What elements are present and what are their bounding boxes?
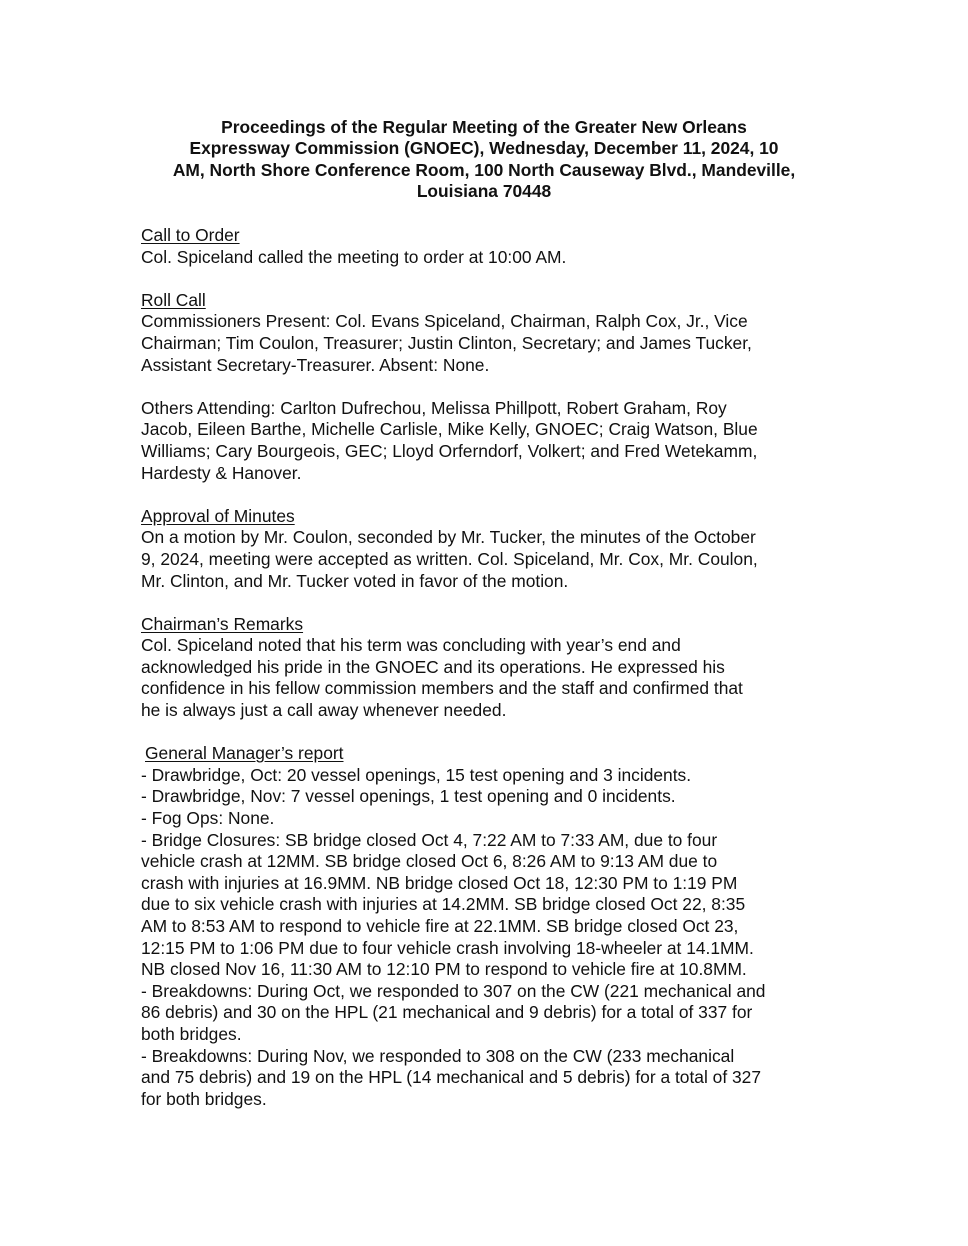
- section-heading: Chairman’s Remarks: [141, 613, 304, 634]
- report-line: - Drawbridge, Nov: 7 vessel openings, 1 test opening and 0 incidents.: [141, 786, 676, 807]
- title-line: Expressway Commission (GNOEC), Wednesday, December 11, 2024, 10: [189, 138, 779, 159]
- paragraph-line: Col. Spiceland noted that his term was concluding with year’s end and: [141, 635, 681, 656]
- section-heading: Approval of Minutes: [141, 505, 295, 526]
- paragraph-line: he is always just a call away whenever needed.: [141, 700, 507, 721]
- paragraph-line: acknowledged his pride in the GNOEC and its operations. He expressed his: [141, 656, 725, 677]
- paragraph-line: Commissioners Present: Col. Evans Spiceland, Chairman, Ralph Cox, Jr., Vice: [141, 311, 748, 332]
- paragraph-line: Hardesty & Hanover.: [141, 462, 302, 483]
- report-line: 86 debris) and 30 on the HPL (21 mechanical and 9 debris) for a total of 337 for: [141, 1002, 753, 1023]
- paragraph-line: Jacob, Eileen Barthe, Michelle Carlisle, Mike Kelly, GNOEC; Craig Watson, Blue: [141, 419, 758, 440]
- paragraph-line: confidence in his fellow commission members and the staff and confirmed that: [141, 678, 743, 699]
- report-line: - Bridge Closures: SB bridge closed Oct 4, 7:22 AM to 7:33 AM, due to four: [141, 829, 718, 850]
- paragraph-line: Assistant Secretary-Treasurer. Absent: None.: [141, 354, 490, 375]
- document-body: [141, 225, 841, 1110]
- report-line: NB closed Nov 16, 11:30 AM to 12:10 PM to respond to vehicle fire at 10.8MM.: [141, 959, 747, 980]
- paragraph-line: Col. Spiceland called the meeting to order at 10:00 AM.: [141, 246, 567, 267]
- report-line: both bridges.: [141, 1023, 242, 1044]
- report-line: - Breakdowns: During Nov, we responded to 308 on the CW (233 mechanical: [141, 1045, 735, 1066]
- report-line: and 75 debris) and 19 on the HPL (14 mechanical and 5 debris) for a total of 327: [141, 1067, 762, 1088]
- report-line: - Fog Ops: None.: [141, 808, 275, 829]
- paragraph-line: 9, 2024, meeting were accepted as written. Col. Spiceland, Mr. Cox, Mr. Coulon,: [141, 548, 758, 569]
- section-approval-of-minutes: [141, 506, 841, 592]
- report-line: 12:15 PM to 1:06 PM due to four vehicle crash involving 18-wheeler at 14.1MM.: [141, 937, 754, 958]
- section-call-to-order: [141, 225, 841, 268]
- section-heading: Call to Order: [141, 225, 240, 245]
- section-roll-call: [141, 290, 841, 484]
- paragraph-line: Others Attending: Carlton Dufrechou, Melissa Phillpott, Robert Graham, Roy: [141, 397, 727, 418]
- report-line: crash with injuries at 16.9MM. NB bridge closed Oct 18, 12:30 PM to 1:19 PM: [141, 872, 738, 893]
- report-line: for both bridges.: [141, 1088, 267, 1109]
- section-heading: General Manager’s report: [145, 743, 344, 764]
- title-line: AM, North Shore Conference Room, 100 North Causeway Blvd., Mandeville,: [172, 159, 796, 180]
- report-line: - Drawbridge, Oct: 20 vessel openings, 15 test opening and 3 incidents.: [141, 764, 692, 785]
- title-line: Proceedings of the Regular Meeting of the Greater New Orleans: [221, 117, 747, 137]
- section-heading: Roll Call: [141, 289, 206, 310]
- paragraph-line: Mr. Clinton, and Mr. Tucker voted in favor of the motion.: [141, 570, 569, 591]
- report-line: AM to 8:53 AM to respond to vehicle fire at 22.1MM. SB bridge closed Oct 23,: [141, 916, 739, 936]
- paragraph-line: On a motion by Mr. Coulon, seconded by Mr. Tucker, the minutes of the October: [141, 527, 756, 548]
- report-line: due to six vehicle crash with injuries at 14.2MM. SB bridge closed Oct 22, 8:35: [141, 894, 746, 915]
- section-general-managers-report: [141, 743, 841, 1110]
- report-line: - Breakdowns: During Oct, we responded to 307 on the CW (221 mechanical and: [141, 980, 766, 1001]
- document-title: [130, 117, 838, 203]
- title-line: Louisiana 70448: [416, 181, 552, 202]
- paragraph-line: Chairman; Tim Coulon, Treasurer; Justin Clinton, Secretary; and James Tucker,: [141, 332, 752, 353]
- report-line: vehicle crash at 12MM. SB bridge closed Oct 6, 8:26 AM to 9:13 AM due to: [141, 851, 718, 872]
- paragraph-line: Williams; Cary Bourgeois, GEC; Lloyd Orferndorf, Volkert; and Fred Wetekamm,: [141, 440, 758, 461]
- section-chairmans-remarks: [141, 614, 841, 722]
